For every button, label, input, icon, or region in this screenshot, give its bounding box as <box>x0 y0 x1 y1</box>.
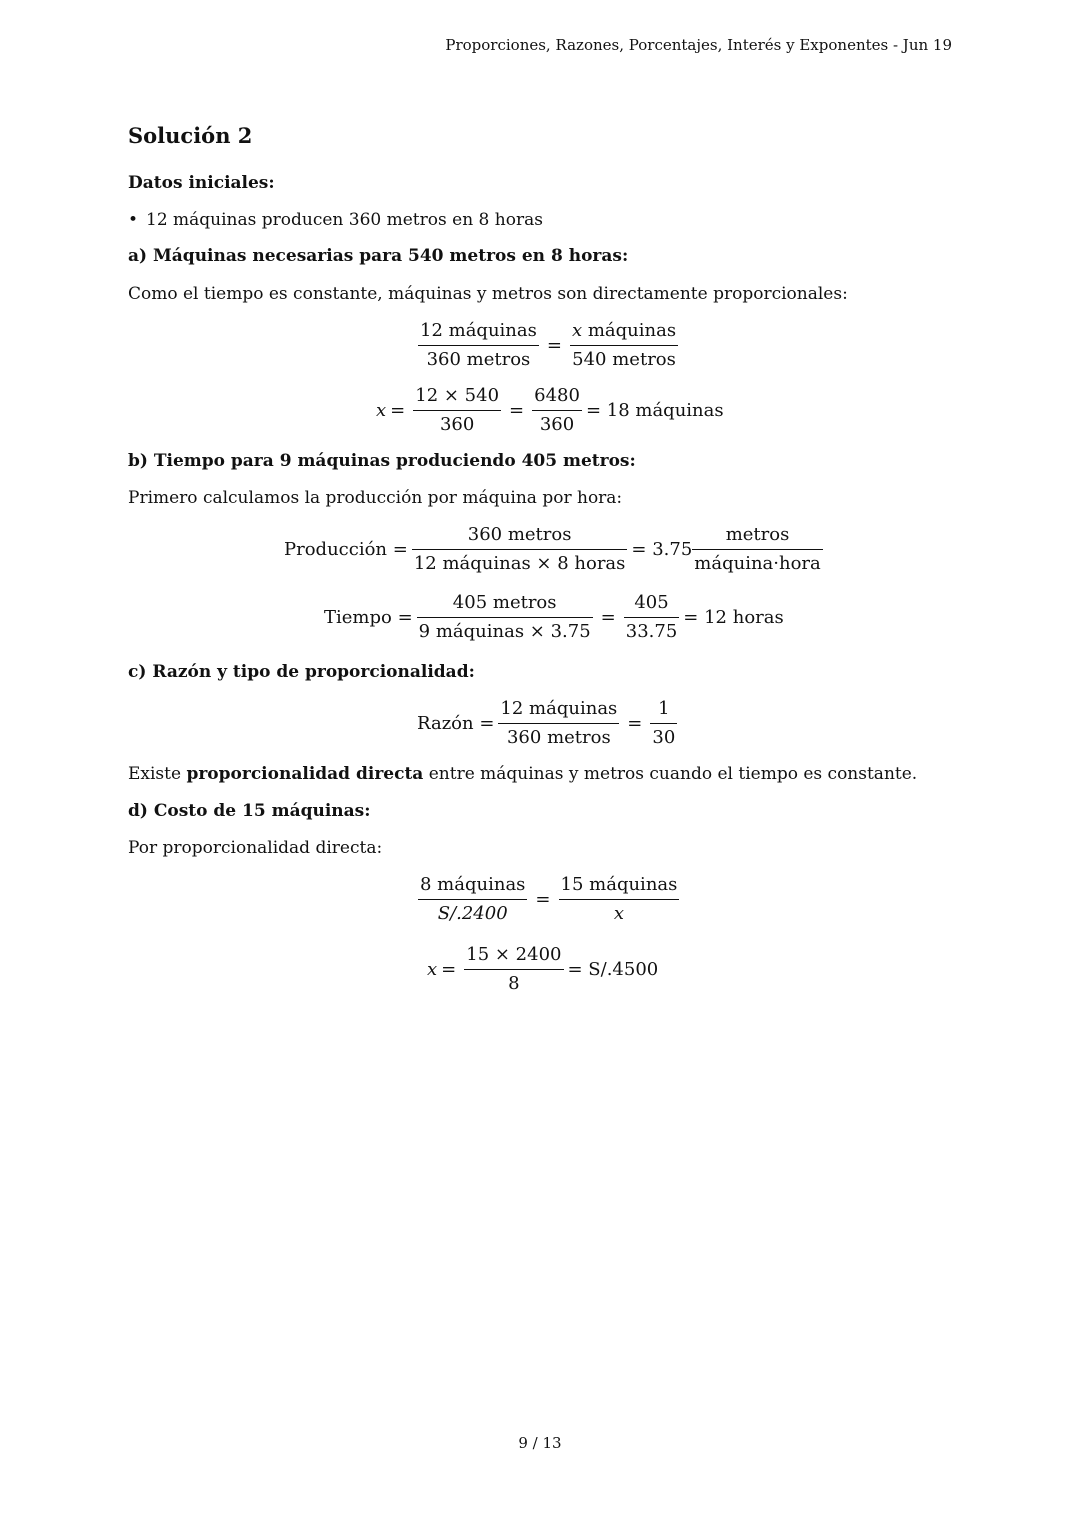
fraction: $\frac{\text{12 máquinas}}{\text{360 metros}}$ <box>420 320 537 370</box>
part-a-equation-1: $\frac{\text{12 máquinas}}{\text{360 metros}}$ = $\frac{\text{x máquinas}}{\text{540 metros}}$ <box>420 320 677 370</box>
part-b-equation-2: Tiempo = $\frac{\text{405 metros}}{\text{9 máquinas × 3.75}}$ = $\frac{405}{33.75}$ = 12 horas <box>324 592 784 642</box>
fraction: $\frac{\text{405 metros}}{\text{9 máquinas × 3.75}}$ <box>418 592 591 642</box>
part-d-equation-1: $\frac{\text{8 máquinas}}{S/.2400}$ = $\frac{\text{15 máquinas}}{x}$ <box>420 874 678 924</box>
fraction: $\frac{\text{metros}}{\text{máquina·hora}}$ <box>694 524 821 574</box>
part-d-equation-2: x = $\frac{15 \times 2400}{8}$ = S/.4500 <box>427 944 659 994</box>
part-a-text: Como el tiempo es constante, máquinas y metros son directamente proporcionales: <box>128 284 848 304</box>
fraction: $\frac{405}{33.75}$ <box>625 592 678 642</box>
part-a-heading: a) Máquinas necesarias para 540 metros en 8 horas: <box>128 246 629 266</box>
fraction: $\frac{\text{15 máquinas}}{x}$ <box>560 874 678 924</box>
bullet-dot: • <box>128 210 139 230</box>
fraction: $\frac{\text{8 máquinas}}{S/.2400}$ <box>420 874 526 924</box>
part-d-heading: d) Costo de 15 máquinas: <box>128 801 371 821</box>
fraction: $\frac{\text{360 metros}}{\text{12 máquinas × 8 horas}}$ <box>413 524 626 574</box>
part-c-heading: c) Razón y tipo de proporcionalidad: <box>128 662 475 682</box>
fraction: $\frac{\text{x máquinas}}{\text{540 metros}}$ <box>571 320 677 370</box>
bullet-text: 12 máquinas producen 360 metros en 8 horas <box>146 210 543 230</box>
section-title: Solución 2 <box>128 123 253 148</box>
part-b-heading: b) Tiempo para 9 máquinas produciendo 405 metros: <box>128 451 636 471</box>
fraction: $\frac{6480}{360}$ <box>534 385 580 435</box>
fraction: $\frac{\text{12 máquinas}}{\text{360 metros}}$ <box>500 698 618 748</box>
part-b-equation-1: Producción = $\frac{\text{360 metros}}{\text{12 máquinas × 8 horas}}$ = 3.75 $\frac{\text{metros}}{\text{máquina·hora}}$ <box>284 524 821 574</box>
fraction: $\frac{12 \times 540}{360}$ <box>415 385 500 435</box>
part-b-text: Primero calculamos la producción por máquina por hora: <box>128 488 623 508</box>
part-c-equation: Razón = $\frac{\text{12 máquinas}}{\text{360 metros}}$ = $\frac{1}{30}$ <box>417 698 676 748</box>
datos-heading: Datos iniciales: <box>128 173 275 193</box>
part-a-equation-2: x = $\frac{12 \times 540}{360}$ = $\frac{6480}{360}$ = 18 máquinas <box>376 385 724 435</box>
bullet-item <box>128 210 543 230</box>
fraction: $\frac{15 \times 2400}{8}$ <box>466 944 562 994</box>
running-header: Proporciones, Razones, Porcentajes, Interés y Exponentes - Jun 19 <box>445 36 952 54</box>
page-number: 9 / 13 <box>518 1434 562 1452</box>
part-c-text: Existe proporcionalidad directa entre máquinas y metros cuando el tiempo es constante. <box>128 764 918 784</box>
part-d-text: Por proporcionalidad directa: <box>128 838 383 858</box>
fraction: $\frac{1}{30}$ <box>652 698 676 748</box>
